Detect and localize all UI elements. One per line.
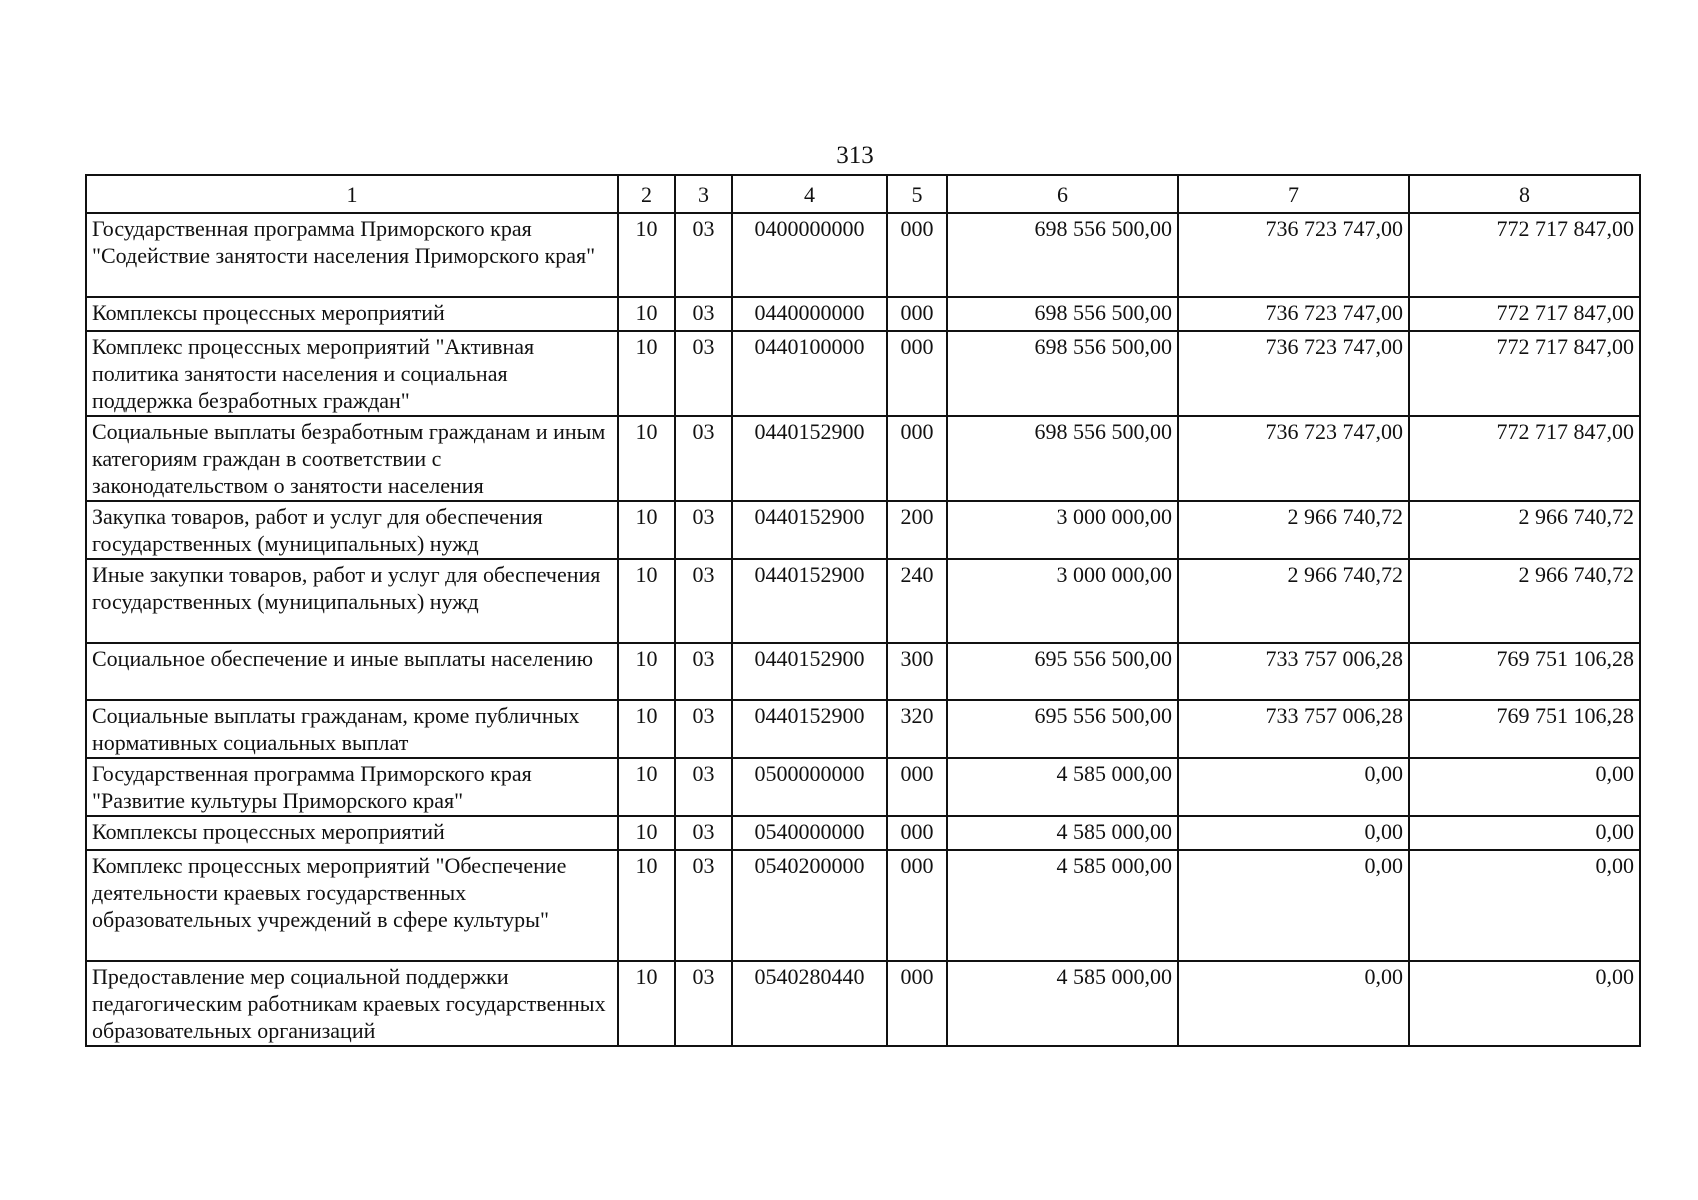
col-header-2: 2 — [618, 175, 675, 213]
subsection-code: 03 — [675, 643, 732, 700]
expense-type-code: 240 — [887, 559, 947, 643]
amount-col-6: 695 556 500,00 — [947, 643, 1178, 700]
section-code: 10 — [618, 758, 675, 816]
expense-type-code: 000 — [887, 961, 947, 1046]
amount-col-7: 0,00 — [1178, 850, 1409, 961]
budget-table — [85, 174, 1641, 1047]
expense-type-code: 000 — [887, 297, 947, 331]
table-row — [86, 501, 1640, 559]
amount-col-6: 4 585 000,00 — [947, 850, 1178, 961]
amount-col-6: 3 000 000,00 — [947, 559, 1178, 643]
expense-type-code: 300 — [887, 643, 947, 700]
target-article-code: 0540000000 — [732, 816, 887, 850]
section-code: 10 — [618, 416, 675, 501]
amount-col-7: 2 966 740,72 — [1178, 559, 1409, 643]
expense-type-code: 200 — [887, 501, 947, 559]
subsection-code: 03 — [675, 700, 732, 758]
target-article-code: 0440152900 — [732, 643, 887, 700]
table-row — [86, 213, 1640, 297]
section-code: 10 — [618, 559, 675, 643]
table-row — [86, 297, 1640, 331]
item-name: Комплексы процессных мероприятий — [86, 816, 618, 850]
expense-type-code: 000 — [887, 331, 947, 416]
amount-col-8: 0,00 — [1409, 961, 1640, 1046]
item-name: Социальные выплаты безработным гражданам и иным категориям граждан в соответствии с законодательством о занятости населения — [86, 416, 618, 501]
subsection-code: 03 — [675, 758, 732, 816]
col-header-8: 8 — [1409, 175, 1640, 213]
item-name: Государственная программа Приморского края "Содействие занятости населения Приморского края" — [86, 213, 618, 297]
subsection-code: 03 — [675, 331, 732, 416]
subsection-code: 03 — [675, 961, 732, 1046]
item-name: Предоставление мер социальной поддержки педагогическим работникам краевых государственных образовательных организаций — [86, 961, 618, 1046]
amount-col-8: 0,00 — [1409, 850, 1640, 961]
amount-col-8: 772 717 847,00 — [1409, 416, 1640, 501]
table-row — [86, 331, 1640, 416]
subsection-code: 03 — [675, 850, 732, 961]
section-code: 10 — [618, 700, 675, 758]
subsection-code: 03 — [675, 816, 732, 850]
amount-col-6: 698 556 500,00 — [947, 416, 1178, 501]
item-name: Социальные выплаты гражданам, кроме публичных нормативных социальных выплат — [86, 700, 618, 758]
item-name: Комплекс процессных мероприятий "Обеспечение деятельности краевых государственных образовательных учреждений в сфере культуры" — [86, 850, 618, 961]
target-article-code: 0440152900 — [732, 700, 887, 758]
subsection-code: 03 — [675, 297, 732, 331]
item-name: Комплексы процессных мероприятий — [86, 297, 618, 331]
header-row — [86, 175, 1640, 213]
amount-col-7: 736 723 747,00 — [1178, 416, 1409, 501]
target-article-code: 0500000000 — [732, 758, 887, 816]
amount-col-6: 3 000 000,00 — [947, 501, 1178, 559]
table-row — [86, 758, 1640, 816]
item-name: Социальное обеспечение и иные выплаты населению — [86, 643, 618, 700]
expense-type-code: 000 — [887, 758, 947, 816]
amount-col-7: 0,00 — [1178, 816, 1409, 850]
subsection-code: 03 — [675, 213, 732, 297]
amount-col-6: 698 556 500,00 — [947, 297, 1178, 331]
amount-col-8: 769 751 106,28 — [1409, 700, 1640, 758]
target-article-code: 0440152900 — [732, 416, 887, 501]
target-article-code: 0440152900 — [732, 501, 887, 559]
amount-col-8: 772 717 847,00 — [1409, 297, 1640, 331]
amount-col-7: 736 723 747,00 — [1178, 213, 1409, 297]
table-row — [86, 961, 1640, 1046]
subsection-code: 03 — [675, 559, 732, 643]
col-header-5: 5 — [887, 175, 947, 213]
amount-col-7: 2 966 740,72 — [1178, 501, 1409, 559]
item-name: Закупка товаров, работ и услуг для обеспечения государственных (муниципальных) нужд — [86, 501, 618, 559]
table-row — [86, 416, 1640, 501]
item-name: Комплекс процессных мероприятий "Активная политика занятости населения и социальная поддержка безработных граждан" — [86, 331, 618, 416]
amount-col-6: 698 556 500,00 — [947, 213, 1178, 297]
expense-type-code: 000 — [887, 416, 947, 501]
expense-type-code: 000 — [887, 850, 947, 961]
table-row — [86, 559, 1640, 643]
amount-col-8: 772 717 847,00 — [1409, 331, 1640, 416]
amount-col-8: 772 717 847,00 — [1409, 213, 1640, 297]
section-code: 10 — [618, 331, 675, 416]
section-code: 10 — [618, 501, 675, 559]
section-code: 10 — [618, 643, 675, 700]
section-code: 10 — [618, 213, 675, 297]
amount-col-6: 698 556 500,00 — [947, 331, 1178, 416]
section-code: 10 — [618, 850, 675, 961]
amount-col-7: 0,00 — [1178, 758, 1409, 816]
target-article-code: 0440000000 — [732, 297, 887, 331]
expense-type-code: 000 — [887, 213, 947, 297]
subsection-code: 03 — [675, 501, 732, 559]
amount-col-8: 769 751 106,28 — [1409, 643, 1640, 700]
amount-col-6: 4 585 000,00 — [947, 816, 1178, 850]
amount-col-7: 0,00 — [1178, 961, 1409, 1046]
section-code: 10 — [618, 297, 675, 331]
section-code: 10 — [618, 961, 675, 1046]
amount-col-8: 0,00 — [1409, 816, 1640, 850]
section-code: 10 — [618, 816, 675, 850]
target-article-code: 0440152900 — [732, 559, 887, 643]
expense-type-code: 320 — [887, 700, 947, 758]
page-number: 313 — [836, 142, 874, 169]
table-row — [86, 850, 1640, 961]
expense-type-code: 000 — [887, 816, 947, 850]
target-article-code: 0400000000 — [732, 213, 887, 297]
amount-col-6: 4 585 000,00 — [947, 961, 1178, 1046]
amount-col-7: 733 757 006,28 — [1178, 643, 1409, 700]
amount-col-6: 695 556 500,00 — [947, 700, 1178, 758]
col-header-4: 4 — [732, 175, 887, 213]
amount-col-7: 733 757 006,28 — [1178, 700, 1409, 758]
target-article-code: 0540200000 — [732, 850, 887, 961]
table-row — [86, 643, 1640, 700]
amount-col-6: 4 585 000,00 — [947, 758, 1178, 816]
item-name: Государственная программа Приморского края "Развитие культуры Приморского края" — [86, 758, 618, 816]
col-header-1: 1 — [86, 175, 618, 213]
col-header-3: 3 — [675, 175, 732, 213]
item-name: Иные закупки товаров, работ и услуг для обеспечения государственных (муниципальных) нужд — [86, 559, 618, 643]
amount-col-7: 736 723 747,00 — [1178, 297, 1409, 331]
col-header-7: 7 — [1178, 175, 1409, 213]
table-row — [86, 700, 1640, 758]
subsection-code: 03 — [675, 416, 732, 501]
target-article-code: 0440100000 — [732, 331, 887, 416]
table-row — [86, 816, 1640, 850]
amount-col-8: 2 966 740,72 — [1409, 501, 1640, 559]
amount-col-8: 0,00 — [1409, 758, 1640, 816]
amount-col-7: 736 723 747,00 — [1178, 331, 1409, 416]
target-article-code: 0540280440 — [732, 961, 887, 1046]
amount-col-8: 2 966 740,72 — [1409, 559, 1640, 643]
col-header-6: 6 — [947, 175, 1178, 213]
